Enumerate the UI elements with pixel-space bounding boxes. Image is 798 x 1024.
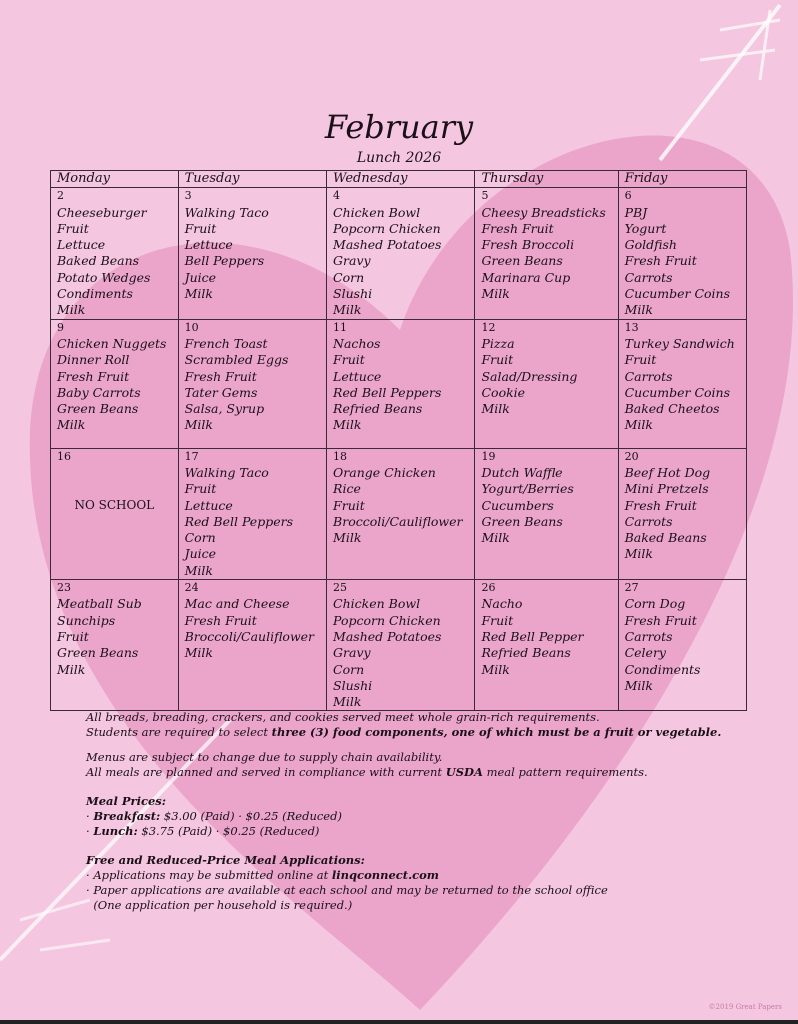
menu-item: Milk — [57, 417, 86, 433]
menu-item: Fruit — [184, 220, 217, 236]
breakfast-label: Breakfast: — [93, 809, 161, 823]
bottom-bar — [0, 1020, 798, 1024]
menu-item: Fruit — [624, 352, 657, 368]
menu-item: Fruit — [184, 481, 217, 497]
date-number: 9 — [57, 320, 64, 334]
menu-item: Milk — [333, 417, 362, 433]
menu-item: Baked Beans — [57, 253, 140, 269]
menu-item: Milk — [333, 530, 362, 546]
menu-item: Gravy — [333, 645, 371, 661]
day-header: Friday — [618, 171, 746, 188]
menu-item: Milk — [184, 417, 213, 433]
date-number: 12 — [481, 320, 496, 334]
menu-item: Baby Carrots — [57, 384, 141, 400]
menu-item: Yogurt — [624, 220, 667, 236]
menu-item: Pizza — [481, 335, 515, 351]
menu-item: Carrots — [624, 368, 673, 384]
menu-item: Red Bell Peppers — [184, 513, 293, 529]
menu-item: Juice — [184, 546, 217, 562]
menu-item: Broccoli/Cauliflower — [184, 628, 315, 644]
day-cell — [475, 580, 618, 711]
menu-item: Goldfish — [624, 237, 677, 253]
week-row — [51, 580, 747, 711]
day-cell — [51, 448, 179, 579]
menu-item: Cookie — [481, 384, 526, 400]
page-subtitle: Lunch 2026 — [356, 150, 442, 166]
menu-item: Lettuce — [333, 368, 382, 384]
date-number: 26 — [481, 581, 496, 595]
day-cell — [475, 188, 618, 319]
menu-item: Fresh Fruit — [184, 612, 257, 628]
menu-item: Scrambled Eggs — [184, 352, 289, 368]
day-header: Wednesday — [327, 171, 475, 188]
menu-item: Celery — [624, 645, 666, 661]
menu-item: Marinara Cup — [481, 269, 571, 285]
menu-item: Milk — [624, 417, 653, 433]
menu-item: Meatball Sub — [57, 596, 142, 612]
menu-item: Milk — [481, 661, 510, 677]
date-number: 25 — [333, 581, 348, 595]
menu-item: Fruit — [481, 352, 514, 368]
menu-item: Bell Peppers — [184, 253, 265, 269]
menu-item: Mac and Cheese — [184, 596, 290, 612]
menu-item: Chicken Bowl — [333, 596, 421, 612]
menu-item: Red Bell Pepper — [481, 628, 584, 644]
menu-item: Fruit — [333, 352, 365, 368]
day-header: Monday — [51, 171, 179, 188]
lunch-price: $3.75 (Paid) · $0.25 (Reduced) — [137, 824, 320, 838]
menu-item: Milk — [624, 677, 653, 693]
menu-item: Corn — [184, 530, 216, 546]
menu-item: Cucumbers — [481, 497, 554, 513]
date-number: 18 — [333, 449, 348, 463]
day-cell — [618, 580, 746, 711]
menu-item: Milk — [184, 562, 213, 578]
menu-item: Slushi — [333, 677, 373, 693]
menu-item: Walking Taco — [184, 204, 269, 220]
menu-item: Cheeseburger — [57, 204, 147, 220]
week-row — [51, 188, 747, 319]
date-number: 11 — [333, 320, 348, 334]
menu-item: Milk — [481, 286, 510, 302]
menu-item: Fresh Fruit — [481, 220, 554, 236]
date-number: 19 — [481, 449, 496, 463]
menu-item: Lettuce — [57, 237, 106, 253]
day-cell — [327, 188, 475, 319]
day-cell — [178, 188, 326, 319]
menu-item: Fresh Fruit — [624, 253, 697, 269]
date-number: 20 — [624, 449, 639, 463]
day-cell — [51, 580, 179, 711]
date-number: 10 — [184, 320, 199, 334]
day-cell — [618, 319, 746, 448]
menu-item: Milk — [333, 694, 362, 710]
menu-item: Lettuce — [184, 497, 233, 513]
day-cell — [475, 448, 618, 579]
note-components: Students are required to select — [86, 725, 272, 739]
menu-item: Milk — [184, 286, 213, 302]
day-cell — [475, 319, 618, 448]
date-number: 5 — [481, 189, 489, 203]
menu-item: Carrots — [624, 269, 673, 285]
menu-item: Orange Chicken — [333, 464, 436, 480]
menu-item: Slushi — [333, 286, 373, 302]
date-number: 23 — [57, 581, 71, 595]
menu-item: Milk — [624, 546, 653, 562]
menu-item: Sunchips — [57, 612, 116, 628]
date-number: 6 — [624, 189, 632, 203]
menu-item: Fruit — [57, 220, 89, 236]
menu-item: Beef Hot Dog — [624, 464, 711, 480]
menu-item: Condiments — [57, 286, 133, 302]
app-household: (One application per household is required.) — [93, 898, 353, 912]
menu-calendar — [50, 170, 747, 711]
menu-item: Salad/Dressing — [481, 368, 578, 384]
note-usda-end: meal pattern requirements. — [482, 765, 648, 779]
day-cell — [178, 448, 326, 579]
day-cell — [327, 580, 475, 711]
menu-item: Green Beans — [57, 401, 139, 417]
menu-item: Mashed Potatoes — [333, 628, 442, 644]
menu-item: Turkey Sandwich — [624, 335, 735, 351]
menu-item: Refried Beans — [481, 645, 571, 661]
prices-heading: Meal Prices: — [86, 794, 166, 808]
menu-item: Fruit — [57, 628, 89, 644]
notes: All breads, breading, crackers, and cookies served meet whole grain-rich requirements. Students are required to select three (3) food components, one of which must be a fruit or vegetable. Menus are subject to change due to supply chain availability. All meals are planned and served in compliance with current USDA meal pattern requirements. Meal Prices: · Breakfast: $3.00 (Paid) · $0.25 (Reduced) · Lunch: $3.75 (Paid) · $0.25 (Reduced) Free and Reduced-Price Meal Applications: · Applications may be submitted online at linqconnect.com · Paper applications are available at each school and may be returned to the school office (One application per household is required.) — [86, 710, 722, 912]
menu-item: Milk — [481, 401, 510, 417]
menu-item: Juice — [184, 269, 217, 285]
date-number: 4 — [333, 189, 341, 203]
week-row — [51, 319, 747, 448]
menu-item: Fresh Fruit — [57, 368, 130, 384]
week-row — [51, 448, 747, 579]
date-number: 2 — [57, 189, 64, 203]
day-header: Tuesday — [178, 171, 326, 188]
menu-item: Dutch Waffle — [481, 464, 563, 480]
no-school-note: NO SCHOOL — [74, 497, 155, 512]
menu-item: Tater Gems — [184, 384, 258, 400]
menu-item: Milk — [184, 645, 213, 661]
day-cell — [178, 319, 326, 448]
menu-item: Fresh Fruit — [624, 497, 697, 513]
date-number: 24 — [184, 581, 199, 595]
note-components-bold: three (3) food components, one of which must be a fruit or vegetable. — [271, 725, 722, 739]
lunch-label: Lunch: — [93, 824, 138, 838]
menu-item: Carrots — [624, 513, 673, 529]
menu-item: Red Bell Peppers — [333, 384, 442, 400]
menu-item: Corn — [333, 269, 365, 285]
menu-item: Nacho — [481, 596, 523, 612]
menu-item: Milk — [57, 661, 86, 677]
menu-item: Baked Cheetos — [624, 401, 720, 417]
day-cell — [327, 448, 475, 579]
note-usda: All meals are planned and served in compliance with current — [86, 765, 446, 779]
app-online: Applications may be submitted online at — [93, 868, 332, 882]
day-cell — [51, 188, 179, 319]
date-number: 17 — [184, 449, 199, 463]
linqconnect-link[interactable]: linqconnect.com — [331, 868, 439, 882]
menu-item: Gravy — [333, 253, 371, 269]
date-number: 27 — [624, 581, 639, 595]
day-cell — [327, 319, 475, 448]
menu-item: Salsa, Syrup — [184, 401, 265, 417]
menu-item: Cucumber Coins — [624, 286, 731, 302]
menu-item: Yogurt/Berries — [481, 481, 574, 497]
apps-heading: Free and Reduced-Price Meal Applications: — [86, 853, 365, 867]
menu-item: Popcorn Chicken — [333, 220, 441, 236]
menu-item: Mini Pretzels — [624, 481, 709, 497]
menu-item: Nachos — [333, 335, 381, 351]
menu-item: Dinner Roll — [57, 352, 130, 368]
copyright: ©2019 Great Papers — [708, 1003, 782, 1011]
menu-item: Popcorn Chicken — [333, 612, 441, 628]
menu-item: Corn — [333, 661, 365, 677]
menu-item: Rice — [333, 481, 361, 497]
menu-item: Refried Beans — [333, 401, 423, 417]
menu-item: Fresh Fruit — [624, 612, 697, 628]
menu-item: French Toast — [184, 335, 268, 351]
menu-item: Milk — [333, 302, 362, 318]
menu-item: Lettuce — [184, 237, 233, 253]
menu-item: Baked Beans — [624, 530, 707, 546]
menu-item: Condiments — [624, 661, 701, 677]
day-cell — [618, 448, 746, 579]
menu-item: Milk — [57, 302, 86, 318]
menu-item: Walking Taco — [184, 464, 269, 480]
menu-item: Fresh Fruit — [184, 368, 257, 384]
menu-item: Fruit — [333, 497, 365, 513]
note-supply: Menus are subject to change due to supply chain availability. — [86, 750, 443, 764]
breakfast-price: $3.00 (Paid) · $0.25 (Reduced) — [160, 809, 342, 823]
menu-item: Fruit — [481, 612, 514, 628]
menu-item: Carrots — [624, 628, 673, 644]
menu-item: Fresh Broccoli — [481, 237, 575, 253]
menu-item: Cheesy Breadsticks — [481, 204, 606, 220]
menu-item: Cucumber Coins — [624, 384, 731, 400]
day-cell — [178, 580, 326, 711]
day-header: Thursday — [475, 171, 618, 188]
menu-item: Green Beans — [481, 253, 563, 269]
page-title: February — [324, 108, 474, 146]
day-cell — [51, 319, 179, 448]
menu-item: Mashed Potatoes — [333, 237, 442, 253]
menu-item: Corn Dog — [624, 596, 686, 612]
note-grain: All breads, breading, crackers, and cookies served meet whole grain-rich requirements. — [86, 710, 600, 724]
menu-item: Chicken Nuggets — [57, 335, 167, 351]
menu-item: PBJ — [624, 204, 648, 220]
app-paper: Paper applications are available at each school and may be returned to the school office — [93, 883, 608, 897]
menu-item: Green Beans — [481, 513, 563, 529]
menu-item: Potato Wedges — [57, 269, 151, 285]
menu-item: Green Beans — [57, 645, 139, 661]
date-number: 13 — [624, 320, 639, 334]
day-cell — [618, 188, 746, 319]
menu-item: Milk — [481, 530, 510, 546]
note-usda-bold: USDA — [445, 765, 483, 779]
menu-item: Milk — [624, 302, 653, 318]
menu-item: Chicken Bowl — [333, 204, 421, 220]
date-number: 16 — [57, 449, 71, 463]
date-number: 3 — [184, 189, 192, 203]
menu-item: Broccoli/Cauliflower — [333, 513, 463, 529]
